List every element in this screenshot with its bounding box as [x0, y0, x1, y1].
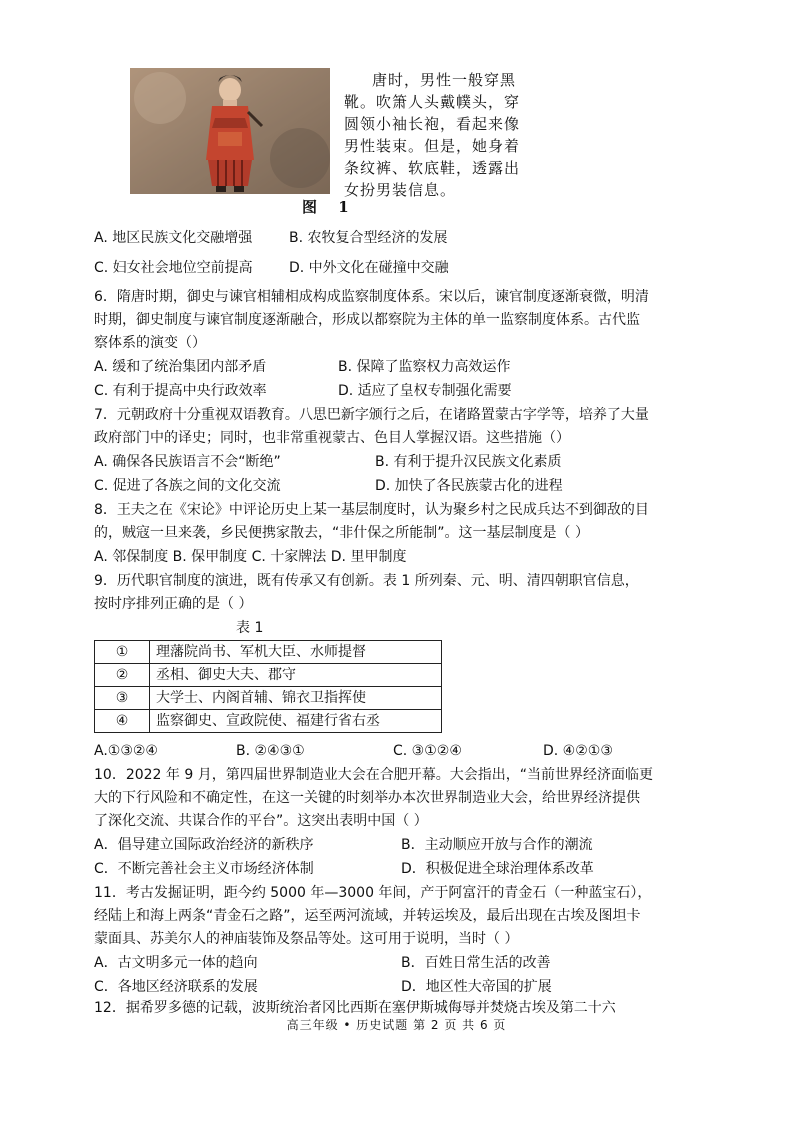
q6-option-d: D. 适应了皇权专制强化需要: [338, 383, 512, 399]
q6-option-c: C. 有利于提高中央行政效率: [94, 383, 267, 399]
q8-options: A. 邻保制度 B. 保甲制度 C. 十家牌法 D. 里甲制度: [94, 549, 407, 565]
figure-label: 图 1: [302, 198, 357, 216]
table-cell-text: 大学士、内阁首辅、锦衣卫指挥使: [150, 687, 442, 710]
figure-caption-line: 唐时，男性一般穿黑: [372, 71, 517, 89]
figure-caption-line: 女扮男装信息。: [344, 181, 457, 199]
figure-caption-line: 条纹裤、软底鞋，透露出: [344, 159, 521, 177]
q7-stem-line: 7．元朝政府十分重视双语教育。八思巴新字颁行之后，在诸路置蒙古字学等，培养了大量: [94, 407, 649, 423]
q10-option-d: D．积极促进全球治理体系改革: [401, 861, 594, 877]
official-positions-table: [94, 640, 442, 733]
table-cell-number: ②: [95, 664, 150, 687]
page-footer: 高三年级 • 历史试题 第 2 页 共 6 页: [286, 1018, 507, 1032]
table-row: [95, 710, 442, 733]
table-row: [95, 641, 442, 664]
q8-stem-line: 8．王夫之在《宋论》中评论历史上某一基层制度时，认为聚乡村之民成兵达不到御敌的目: [94, 502, 649, 518]
q5-option-d: D. 中外文化在碰撞中交融: [289, 260, 449, 276]
figure-caption-line: 靴。吹箫人头戴幞头，穿: [344, 93, 521, 111]
q5-option-b: B. 农牧复合型经济的发展: [289, 230, 448, 246]
table-cell-text: 理藩院尚书、军机大臣、水师提督: [150, 641, 442, 664]
q6-option-a: A. 缓和了统治集团内部矛盾: [94, 359, 267, 375]
q11-stem-line: 蒙面具、苏美尔人的神庙装饰及祭品等处。这可用于说明，当时（ ）: [94, 931, 519, 947]
q11-option-d: D．地区性大帝国的扩展: [401, 979, 552, 995]
q11-option-a: A．古文明多元一体的趋向: [94, 955, 258, 971]
q9-stem-line: 按时序排列正确的是（ ）: [94, 596, 253, 612]
q11-option-c: C．各地区经济联系的发展: [94, 979, 258, 995]
table-cell-number: ①: [95, 641, 150, 664]
table-row: [95, 664, 442, 687]
q6-stem-line: 察体系的演变（）: [94, 335, 206, 351]
table-cell-text: 监察御史、宣政院使、福建行省右丞: [150, 710, 442, 733]
q11-option-b: B．百姓日常生活的改善: [401, 955, 551, 971]
q6-stem-line: 时期，御史制度与谏官制度逐渐融合，形成以都察院为主体的单一监察制度体系。古代监: [94, 312, 640, 328]
figure-caption-line: 圆领小袖长袍，看起来像: [344, 115, 521, 133]
q5-option-c: C. 妇女社会地位空前提高: [94, 260, 253, 276]
q6-stem-line: 6．隋唐时期，御史与谏官相辅相成构成监察制度体系。宋以后，谏官制度逐渐衰微，明清: [94, 289, 649, 305]
q10-option-a: A．倡导建立国际政治经济的新秩序: [94, 837, 314, 853]
table-cell-number: ④: [95, 710, 150, 733]
q10-option-b: B．主动顺应开放与合作的潮流: [401, 837, 593, 853]
table-cell-text: 丞相、御史大夫、郡守: [150, 664, 442, 687]
table-title: 表 1: [236, 620, 264, 636]
mural-image: [130, 68, 330, 194]
q10-option-c: C．不断完善社会主义市场经济体制: [94, 861, 314, 877]
q6-option-b: B. 保障了监察权力高效运作: [338, 359, 511, 375]
q11-stem-line: 11．考古发掘证明，距今约 5000 年—3000 年间，产于阿富汗的青金石（一种蓝宝石），: [94, 885, 652, 901]
table-row: [95, 687, 442, 710]
q10-stem-line: 大的下行风险和不确定性，在这一关键的时刻举办本次世界制造业大会，给世界经济提供: [94, 790, 640, 806]
q10-stem-line: 了深化交流、共谋合作的平台”。这突出表明中国（ ）: [94, 813, 428, 829]
q11-stem-line: 经陆上和海上两条“青金石之路”，运至两河流域，并转运埃及，最后出现在古埃及图坦卡: [94, 908, 641, 924]
q7-option-d: D. 加快了各民族蒙古化的进程: [375, 478, 563, 494]
q7-stem-line: 政府部门中的译史；同时，也非常重视蒙古、色目人掌握汉语。这些措施（）: [94, 430, 570, 446]
q9-stem-line: 9．历代职官制度的演进，既有传承又有创新。表 1 所列秦、元、明、清四朝职官信息，: [94, 573, 639, 589]
q9-option-b: B. ②④③①: [236, 743, 305, 759]
q9-option-a: A.①③②④: [94, 743, 158, 759]
q10-stem-line: 10．2022 年 9 月，第四届世界制造业大会在合肥开幕。大会指出，“当前世界经济面临更: [94, 767, 653, 783]
q7-option-a: A. 确保各民族语言不会“断绝”: [94, 454, 281, 470]
table-cell-number: ③: [95, 687, 150, 710]
q7-option-b: B. 有利于提升汉民族文化素质: [375, 454, 562, 470]
figure-caption-line: 男性装束。但是，她身着: [344, 137, 521, 155]
q8-stem-line: 的，贼寇一旦来袭，乡民便携家散去，“非什保之所能制”。这一基层制度是（ ）: [94, 525, 589, 541]
q9-option-c: C. ③①②④: [393, 743, 462, 759]
q9-option-d: D. ④②①③: [543, 743, 613, 759]
q7-option-c: C. 促进了各族之间的文化交流: [94, 478, 281, 494]
q12-stem-line: 12．据希罗多德的记载，波斯统治者冈比西斯在塞伊斯城侮辱并焚烧古埃及第二十六: [94, 1000, 616, 1016]
mural-painting: [130, 68, 330, 194]
q5-option-a: A. 地区民族文化交融增强: [94, 230, 253, 246]
